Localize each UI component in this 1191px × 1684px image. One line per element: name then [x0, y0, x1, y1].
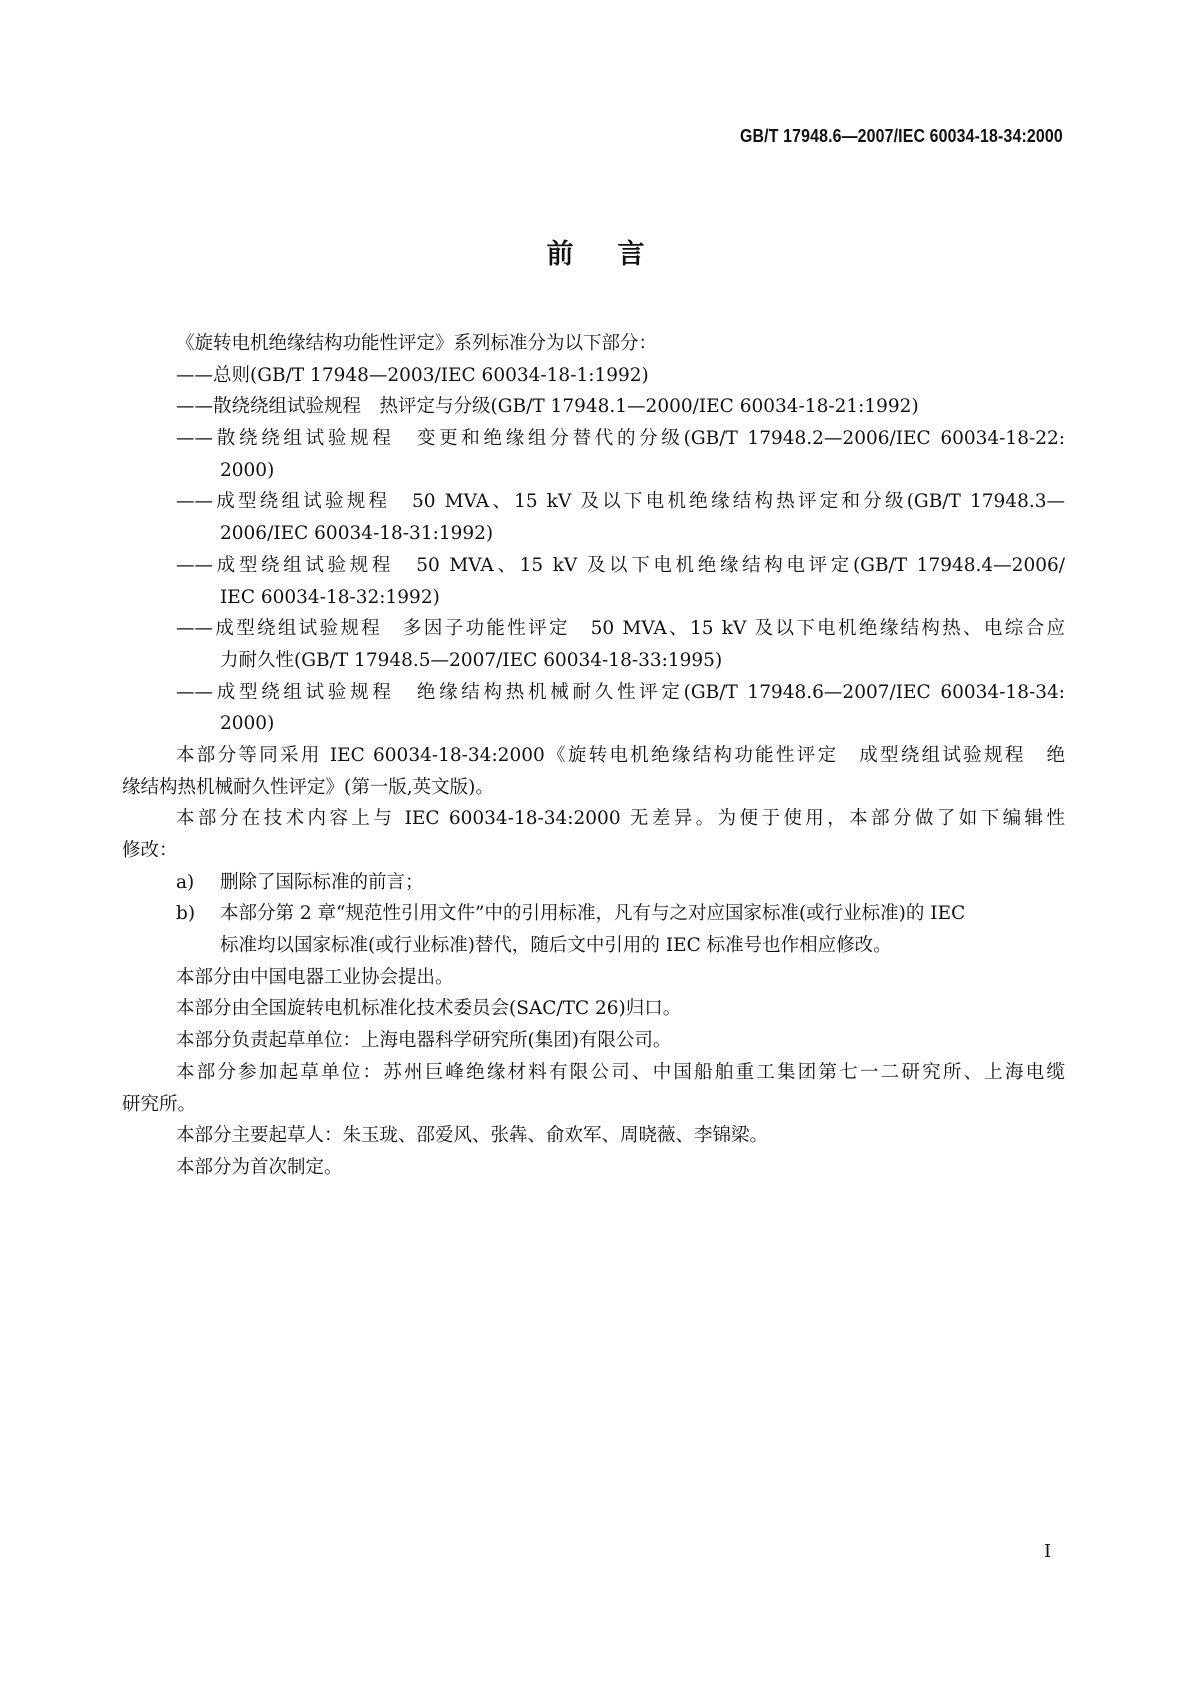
list-item-part: ——散绕绕组试验规程 热评定与分级(GB/T 17948.1—2000/IEC 60034-18-21:1992) [176, 396, 919, 418]
adoption-paragraph-cont: 缘结构热机械耐久性评定》(第一版,英文版)。 [122, 776, 494, 798]
list-item-part-cont: 2000) [220, 713, 275, 735]
title-char: 前 [546, 239, 574, 270]
page-number: I [1044, 1541, 1052, 1562]
list-item-part: ——成型绕组试验规程 多因子功能性评定 50 MVA、15 kV 及以下电机绝缘结构热、电综合应 [176, 618, 1065, 640]
list-item-part-cont: 2000) [220, 459, 275, 481]
list-item-part: ——成型绕组试验规程 50 MVA、15 kV 及以下电机绝缘结构热评定和分级(GB/T 17948.3— [176, 491, 1065, 513]
change-item-a [176, 867, 1065, 899]
list-item-part: ——成型绕组试验规程 50 MVA、15 kV 及以下电机绝缘结构电评定(GB/T 17948.4—2006/ [176, 554, 1065, 576]
list-item-part: ——散绕绕组试验规程 变更和绝缘组分替代的分级(GB/T 17948.2—2006/IEC 60034-18-22: [176, 428, 1065, 450]
list-item-part-cont: 2006/IEC 60034-18-31:1992) [220, 523, 494, 545]
participating-paragraph-cont: 研究所。 [122, 1093, 197, 1115]
change-text: 删除了国际标准的前言； [220, 871, 424, 893]
list-item-part-cont: IEC 60034-18-32:1992) [220, 586, 440, 608]
list-item-part: ——成型绕组试验规程 绝缘结构热机械耐久性评定(GB/T 17948.6—2007/IEC 60034-18-34: [176, 681, 1065, 703]
title-char: 言 [617, 239, 645, 270]
list-item-part: ——总则(GB/T 17948—2003/IEC 60034-18-1:1992) [176, 364, 649, 386]
standard-number-header: GB/T 17948.6—2007/IEC 60034-18-34:2000 [740, 126, 1063, 146]
drafting-unit-paragraph: 本部分负责起草单位：上海电器科学研究所(集团)有限公司。 [176, 1030, 672, 1052]
page-title [0, 232, 1191, 271]
foreword-body [0, 328, 1191, 1184]
drafters-paragraph: 本部分主要起草人：朱玉珑、邵爱风、张犇、俞欢军、周晓薇、李锦梁。 [176, 1125, 769, 1147]
change-item-b-cont: 标准均以国家标准(或行业标准)替代，随后文中引用的 IEC 标准号也作相应修改。 [220, 935, 892, 957]
proposed-paragraph: 本部分由中国电器工业协会提出。 [176, 966, 454, 988]
intro-paragraph: 《旋转电机绝缘结构功能性评定》系列标准分为以下部分： [176, 333, 658, 354]
participating-paragraph: 本部分参加起草单位：苏州巨峰绝缘材料有限公司、中国船舶重工集团第七一二研究所、上海电缆 [176, 1061, 1065, 1083]
list-item-part-cont: 力耐久性(GB/T 17948.5—2007/IEC 60034-18-33:1995) [220, 649, 723, 671]
list-marker: b) [176, 903, 196, 925]
technical-paragraph-cont: 修改： [122, 840, 178, 861]
first-issue-paragraph: 本部分为首次制定。 [176, 1156, 343, 1178]
change-text: 本部分第 2 章“规范性引用文件”中的引用标准，凡有与之对应国家标准(或行业标准)的 IEC [220, 903, 966, 925]
technical-paragraph: 本部分在技术内容上与 IEC 60034-18-34:2000 无差异。为便于使用，本部分做了如下编辑性 [176, 808, 1065, 830]
change-item-b [176, 898, 1065, 930]
adoption-paragraph: 本部分等同采用 IEC 60034-18-34:2000《旋转电机绝缘结构功能性评定 成型绕组试验规程 绝 [176, 744, 1065, 766]
centralized-paragraph: 本部分由全国旋转电机标准化技术委员会(SAC/TC 26)归口。 [176, 998, 682, 1020]
list-marker: a) [176, 871, 195, 893]
